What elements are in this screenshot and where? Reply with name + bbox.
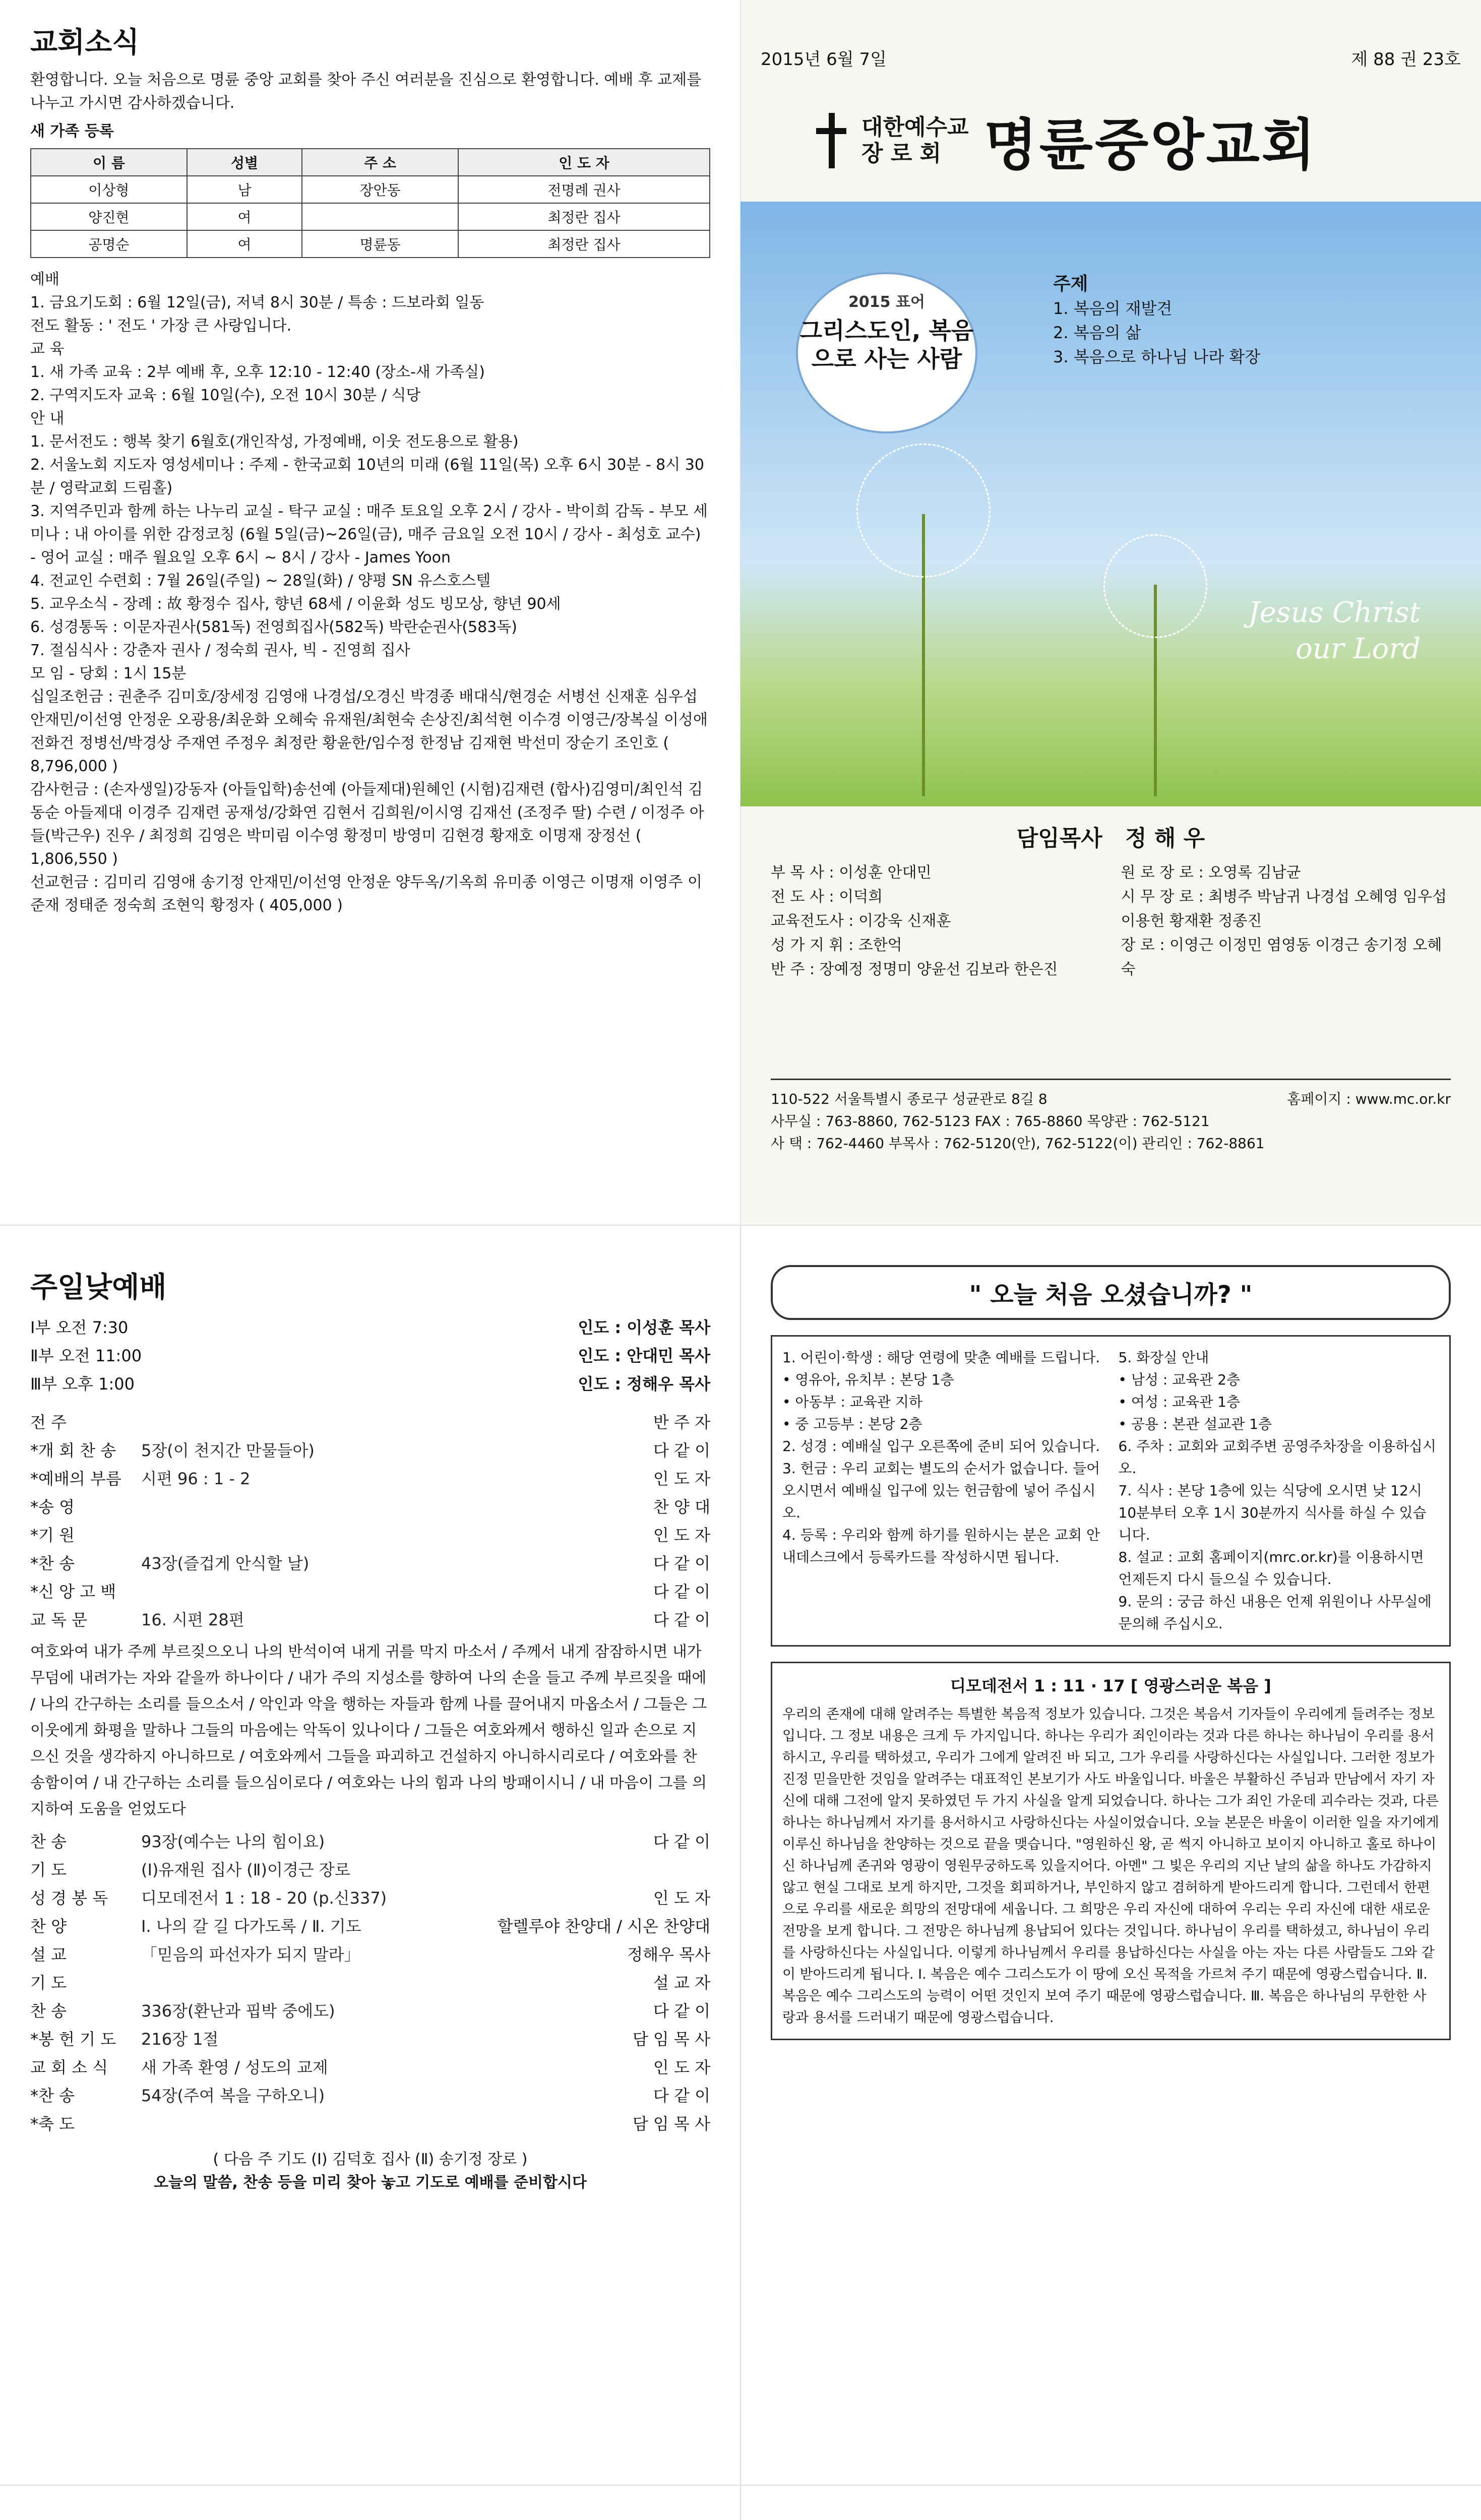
visitor-guide-item: 5. 화장실 안내 <box>1118 1349 1209 1366</box>
newcomer-row-cell: 남 <box>187 176 302 203</box>
next-week-prayer: ( 다음 주 기도 (Ⅰ) 김덕호 집사 (Ⅱ) 송기정 장로 ) <box>213 2151 528 2168</box>
jesus-line-1: Jesus Christ <box>1248 596 1421 629</box>
news-items <box>30 268 710 917</box>
service-leader: 인도 : 이성훈 목사 <box>578 1318 710 1337</box>
newcomer-row-cell: 명륜동 <box>302 230 458 258</box>
order-item: 기 도 <box>30 1973 67 1992</box>
newcomer-row-cell <box>302 203 458 230</box>
visitor-guide-item: 7. 식사 : 본당 1층에 있는 식당에 오시면 낮 12시 10분부터 오후 1시 30분까지 식사를 하실 수 있습니다. <box>1118 1482 1427 1543</box>
closing-line: 오늘의 말씀, 찬송 등을 미리 찾아 놓고 기도로 예배를 준비합시다 <box>154 2174 587 2191</box>
staff-list <box>771 827 1451 982</box>
order-detail: Ⅰ. 나의 갈 길 다가도록 / Ⅱ. 기도 <box>141 1917 361 1936</box>
news-item: 안 내 <box>30 410 65 427</box>
order-detail <box>131 1969 620 1997</box>
service-order <box>30 1408 710 1634</box>
service-order-2 <box>30 1828 710 2138</box>
visitor-guide <box>771 1335 1451 1647</box>
order-person <box>620 1856 710 1884</box>
sermon-reference: 디모데전서 1 : 11 · 17 [ 영광스러운 복음 ] <box>950 1676 1271 1695</box>
staff-line: 장 로 : 이영근 이정민 염영동 이경근 송기정 오혜숙 <box>1121 936 1442 978</box>
year-theme-label: 2015 표어 <box>848 293 925 311</box>
order-detail: 5장(이 천지간 만물들아) <box>141 1441 315 1460</box>
order-person: 다 같 이 <box>653 2086 710 2105</box>
order-person: 다 같 이 <box>653 1582 710 1601</box>
service-time: Ⅰ부 오전 7:30 <box>30 1318 129 1337</box>
staff-line: 원 로 장 로 : 오영록 김남균 <box>1121 864 1301 881</box>
order-item: *신 앙 고 백 <box>30 1582 116 1601</box>
news-item: 5. 교우소식 - 장례 : 故 황정수 집사, 향년 68세 / 이윤화 성도 빙모상, 향년 90세 <box>30 595 561 613</box>
service-time-row <box>30 1342 710 1370</box>
order-row <box>30 2025 710 2053</box>
news-item: 2. 구역지도자 교육 : 6월 10일(수), 오전 10시 30분 / 식당 <box>30 387 421 404</box>
senior-pastor <box>771 827 1451 851</box>
order-detail: (Ⅰ)유재원 집사 (Ⅱ)이경근 장로 <box>141 1860 350 1879</box>
cover-panel <box>741 0 1481 1225</box>
order-item: *찬 송 <box>30 1554 75 1573</box>
visitor-guide-right <box>1119 1347 1440 1635</box>
visitor-guide-item: • 여성 : 교육관 1층 <box>1118 1394 1241 1410</box>
welcome-intro: 환영합니다. 오늘 처음으로 명륜 중앙 교회를 찾아 주신 여러분을 진심으로 환영합니다. 예배 후 교제를 나누고 가시면 감사하겠습니다. <box>30 71 702 112</box>
visitor-guide-item: 1. 어린이·학생 : 해당 연령에 맞춘 예배를 드립니다. <box>782 1349 1100 1366</box>
sunday-service-title: 주일낮예배 <box>30 1271 167 1304</box>
order-item: *송 영 <box>30 1497 75 1517</box>
order-row <box>30 2053 710 2082</box>
order-person: 찬 양 대 <box>653 1497 710 1517</box>
newcomer-label: 새 가족 등록 <box>30 122 114 140</box>
news-item: 전도 활동 : ' 전도 ' 가장 큰 사랑입니다. <box>30 317 292 335</box>
news-item: 십일조헌금 : 권춘주 김미호/장세정 김영애 나경섭/오경신 박경종 배대식/현경순 서병선 신재훈 심우섭 안재민/이선영 안정운 오광용/최운화 오혜숙 유재원/최현숙 손상진/최석현 이수경 이영근/장복실 이성애 전화건 정병선/박경상 주재연 주정우 최정란 황윤한/임수정 한정남 김재현 박선미 장순기 조인호 ( 8,796,000 ) <box>30 688 708 775</box>
order-row <box>30 1549 710 1578</box>
visitor-guide-item: 4. 등록 : 우리와 함께 하기를 원하시는 분은 교회 안내데스크에서 등록카드를 작성하시면 됩니다. <box>782 1527 1100 1565</box>
newcomer-table <box>30 148 710 258</box>
welcome-heading: " 오늘 처음 오셨습니까? " <box>771 1265 1451 1320</box>
order-row <box>30 1408 710 1436</box>
news-item: 교 육 <box>30 340 65 358</box>
newcomer-row <box>31 203 710 230</box>
order-person: 할렐루야 찬양대 / 시온 찬양대 <box>497 1917 710 1936</box>
church-header <box>816 101 1317 180</box>
order-row <box>30 1578 710 1606</box>
order-detail <box>131 1578 620 1606</box>
newcomer-header: 주 소 <box>302 149 458 176</box>
newcomer-header: 이 름 <box>31 149 187 176</box>
order-detail: 16. 시편 28편 <box>141 1610 244 1629</box>
order-person: 정해우 목사 <box>627 1945 710 1964</box>
newcomer-row-cell: 장안동 <box>302 176 458 203</box>
denomination-line-1: 대한예수교 <box>861 114 969 140</box>
order-detail: 「믿음의 파선자가 되지 말라」 <box>141 1945 360 1964</box>
order-row <box>30 1969 710 1997</box>
news-item: 1. 금요기도회 : 6월 12일(금), 저녁 8시 30분 / 특송 : 드보라회 일동 <box>30 294 484 311</box>
order-item: *봉 헌 기 도 <box>30 2030 116 2049</box>
order-item: *예배의 부름 <box>30 1469 121 1488</box>
order-item: 전 주 <box>30 1413 67 1432</box>
newcomer-row <box>31 230 710 258</box>
order-detail: 93장(예수는 나의 힘이요) <box>141 1832 325 1851</box>
news-item: 6. 성경통독 : 이문자권사(581독) 전영희집사(582독) 박란순권사(583독) <box>30 618 517 636</box>
newcomer-row-cell: 여 <box>187 230 302 258</box>
order-detail <box>131 1493 620 1521</box>
sermon-summary <box>771 1662 1451 2040</box>
order-row <box>30 1940 710 1969</box>
news-item: 4. 전교인 수련회 : 7월 26일(주일) ~ 28일(화) / 양평 SN 유스호스텔 <box>30 572 491 590</box>
newcomer-row-cell: 여 <box>187 203 302 230</box>
dandelion-icon <box>856 444 991 578</box>
news-item: 선교헌금 : 김미리 김영애 송기정 안재민/이선영 안정운 양두옥/기옥희 유미종 이영근 이명재 이영주 이준재 정태준 정숙희 조현익 황정자 ( 405,000 ) <box>30 873 702 914</box>
visitor-guide-item: • 아동부 : 교육관 지하 <box>782 1394 922 1410</box>
order-item: 성 경 봉 독 <box>30 1888 108 1908</box>
order-person: 다 같 이 <box>653 1441 710 1460</box>
order-person: 다 같 이 <box>653 1832 710 1851</box>
visitor-guide-item: • 영유아, 유치부 : 본당 1층 <box>782 1371 954 1388</box>
subject-block <box>1053 272 1260 369</box>
order-detail <box>131 2110 620 2138</box>
newcomer-header: 성별 <box>187 149 302 176</box>
staff-line: 반 주 : 장예정 정명미 양윤선 김보라 한은진 <box>771 961 1058 978</box>
visitor-guide-item: 6. 주차 : 교회와 교회주변 공영주차장을 이용하십시오. <box>1118 1438 1437 1477</box>
order-detail: 시편 96 : 1 - 2 <box>141 1469 251 1488</box>
order-row <box>30 2082 710 2110</box>
afternoon-service-panel <box>0 2485 741 2520</box>
visitor-guide-item: 9. 문의 : 궁금 하신 내용은 언제 위원이나 사무실에 문의해 주십시오. <box>1118 1593 1432 1632</box>
visitor-guide-left <box>782 1347 1103 1635</box>
service-times <box>30 1313 710 1398</box>
order-detail: 216장 1절 <box>141 2030 219 2049</box>
order-row <box>30 1912 710 1940</box>
homepage: 홈페이지 : www.mc.or.kr <box>1287 1091 1451 1107</box>
order-person: 설 교 자 <box>653 1973 710 1992</box>
newcomer-row-cell: 양진현 <box>31 203 187 230</box>
pastor-name: 정 해 우 <box>1125 826 1205 851</box>
newcomer-row-cell: 최정란 집사 <box>458 203 710 230</box>
issue-date: 2015년 6월 7일 <box>761 49 887 70</box>
newcomer-row-cell: 공명순 <box>31 230 187 258</box>
order-row <box>30 1606 710 1634</box>
staff-right <box>1121 861 1451 982</box>
order-person: 다 같 이 <box>653 1610 710 1629</box>
order-person: 인 도 자 <box>653 1526 710 1545</box>
order-detail <box>131 1408 620 1436</box>
sermon-body: 우리의 존재에 대해 알려주는 특별한 복음적 정보가 있습니다. 그것은 복음서 기자들이 우리에게 들려주는 정보입니다. 그 정보 내용은 크게 두 가지입니다. 하나는 우리가 죄인이라는 것과 다른 하나는 하나님이 우리를 용서하시고, 우리를 택하셨고, 우리가 그에게 알려진 바 되고, 그가 우리를 사랑하신다는 사실입니다. 그러한 정보가 진정 믿을만한 것임을 알려주는 대표적인 본보기가 사도 바울입니다. 바울은 부활하신 주님과 만남에서 자기 자신에 대해 그전에 알지 못하였던 두 가지 사실을 알게 되었습니다. 하나는 그가 죄인 가운데 괴수라는 것과, 다른 하나는 하나님께서 자기를 용서하시고 사랑하신다는 사실이었습니다. 오늘 본문은 바울이 이러한 일을 자기에게 이루신 하나님을 찬양하는 것으로 끝을 맺습니다. "영원하신 왕, 곧 썩지 아니하고 보이지 아니하고 홀로 하나이신 하나님께 존귀와 영광이 영원무궁하도록 있을지어다. 아멘" 그 빛은 우리의 지난 날의 삶을 하나도 가감하지 않고 현실 그대로 보게 하지만, 그것을 회피하거나, 부인하지 않고 겸허하게 받아드리게 합니다. 그런데서 한편으로 우리를 새로운 희망의 전망대에 세웁니다. 그 희망은 우리 자신에 대하여 우리는 우리 자신에 대한 새로운 전망을 보게 합니다. 그 전망은 하나님께 용납되어 있다는 것입니다. 하나님이 우리를 택하셨고, 하나님이 우리를 사랑하신다는 사실입니다. 이렇게 하나님께서 우리를 용납하신다는 사실을 아는 자는 다른 사람들도 그와 같이 받아드리게 됩니다. Ⅰ. 복음은 예수 그리스도가 이 땅에 오신 목적을 가르쳐 주기 때문에 영광스럽습니다. Ⅱ. 복음은 예수 그리스도의 능력이 어떤 것인지 보여 주기 때문에 영광스럽습니다. Ⅲ. 복음은 하나님의 무한한 사랑과 용서를 드러내기 때문에 영광스럽습니다. <box>782 1707 1439 2026</box>
staff-line: 시 무 장 로 : 최병주 박남귀 나경섭 오혜영 임우섭 이용헌 황재환 정종진 <box>1121 888 1447 930</box>
cross-icon <box>816 113 846 168</box>
newcomer-row-cell: 이상형 <box>31 176 187 203</box>
order-row <box>30 1884 710 1912</box>
order-row <box>30 1856 710 1884</box>
order-person: 다 같 이 <box>653 2001 710 2021</box>
staff-line: 전 도 사 : 이덕희 <box>771 888 883 906</box>
staff-line: 교육전도사 : 이강욱 신재훈 <box>771 912 951 930</box>
visitor-guide-item: 3. 헌금 : 우리 교회는 별도의 순서가 없습니다. 들어 오시면서 예배실 입구에 있는 헌금함에 넣어 주십시오. <box>782 1460 1100 1521</box>
calendar-panel <box>741 2485 1481 2520</box>
order-detail: 54장(주여 복을 구하오니) <box>141 2086 325 2105</box>
news-item: 감사헌금 : (손자생일)강동자 (아들입학)송선예 (아들제대)원혜인 (시험)김재련 (합사)김영미/최인석 김동순 아들제대 이경주 김재련 공재성/강화연 김현서 김희원/이시영 김재선 (조정주 딸) 수련 / 이정주 아들(박근우) 진우 / 최정희 김영은 박미림 이수영 황정미 방영미 김현경 황재호 이명재 장정선 ( 1,806,550 ) <box>30 781 704 868</box>
order-row <box>30 1521 710 1549</box>
newcomer-row-cell: 최정란 집사 <box>458 230 710 258</box>
church-news-panel <box>0 0 741 1225</box>
service-time: Ⅲ부 오후 1:00 <box>30 1374 135 1394</box>
order-person: 다 같 이 <box>653 1554 710 1573</box>
cover-illustration <box>741 202 1481 806</box>
issue-number: 제 88 권 23호 <box>1351 49 1461 70</box>
order-row <box>30 2110 710 2138</box>
news-item: 1. 새 가족 교육 : 2부 예배 후, 오후 12:10 - 12:40 (장소-새 가족실) <box>30 363 485 381</box>
year-theme-bubble <box>796 272 977 433</box>
order-person: 인 도 자 <box>653 1888 710 1908</box>
order-detail <box>131 1521 620 1549</box>
visitor-guide-item: • 공용 : 본관 설교관 1층 <box>1118 1416 1272 1432</box>
church-name: 명륜중앙교회 <box>983 113 1318 177</box>
denomination-line-2: 장 로 회 <box>861 141 942 166</box>
news-item: 1. 문서전도 : 행복 찾기 6월호(개인작성, 가정예배, 이웃 전도용으로 활용) <box>30 433 519 451</box>
jesus-christ-lettering <box>1248 595 1421 667</box>
order-item: 찬 송 <box>30 2001 67 2021</box>
year-theme: 그리스도인, 복음으로 사는 사람 <box>799 317 974 372</box>
pastor-label: 담임목사 <box>1016 826 1102 851</box>
subject-item: 3. 복음으로 하나님 나라 확장 <box>1053 347 1261 366</box>
service-time-row <box>30 1370 710 1398</box>
order-person: 담 임 목 사 <box>632 2114 710 2133</box>
order-detail: 디모데전서 1 : 18 - 20 (p.신337) <box>141 1888 387 1908</box>
subject-item: 2. 복음의 삶 <box>1053 323 1141 342</box>
newcomer-row-cell: 전명례 권사 <box>458 176 710 203</box>
staff-line: 성 가 지 휘 : 조한억 <box>771 936 902 954</box>
office-phone: 사무실 : 763-8860, 762-5123 FAX : 765-8860 목양관 : 762-5121 <box>771 1113 1210 1129</box>
order-item: *기 원 <box>30 1526 75 1545</box>
order-item: 설 교 <box>30 1945 67 1964</box>
newcomer-header: 인 도 자 <box>458 149 710 176</box>
welcome-panel <box>741 1225 1481 2485</box>
order-item: *찬 송 <box>30 2086 75 2105</box>
staff-left <box>771 861 1101 982</box>
order-row <box>30 1465 710 1493</box>
order-detail: 새 가족 환영 / 성도의 교제 <box>141 2058 328 2077</box>
order-item: 찬 송 <box>30 1832 67 1851</box>
subject-item: 1. 복음의 재발견 <box>1053 299 1173 318</box>
news-item: 7. 절심식사 : 강춘자 권사 / 정숙희 권사, 빅 - 진영희 집사 <box>30 642 410 659</box>
order-item: 기 도 <box>30 1860 67 1879</box>
dandelion-icon <box>1103 534 1207 638</box>
jesus-line-2: our Lord <box>1295 633 1421 665</box>
order-detail: 336장(환난과 핍박 중에도) <box>141 2001 335 2021</box>
residence-phone: 사 택 : 762-4460 부목사 : 762-5120(안), 762-5122(이) 관리인 : 762-8861 <box>771 1135 1265 1152</box>
order-row <box>30 1828 710 1856</box>
responsive-reading: 여호와여 내가 주께 부르짖으오니 나의 반석이여 내게 귀를 막지 마소서 / 주께서 내게 잠잠하시면 내가 무덤에 내려가는 자와 같을까 하나이다 / 내가 주의 지성소를 향하여 나의 손을 들고 주께 부르짖을 때에 / 나의 간구하는 소리를 들으소서 / 악인과 악을 행하는 자들과 함께 나를 끌어내지 마옵소서 / 그들은 그 이웃에게 화평을 말하나 그들의 마음에는 악독이 있나이다 / 그들은 여호와께서 행하신 일과 손으로 지으신 것을 생각하지 아니하므로 / 여호와께서 그들을 파괴하고 건설하지 아니하시리로다 / 여호와를 찬송함이여 / 내 간구하는 소리를 들으심이로다 / 여호와는 나의 힘과 나의 방패이시니 / 내 마음이 그를 의지하여 도움을 얻었도다 <box>30 1643 707 1818</box>
service-time: Ⅱ부 오전 11:00 <box>30 1346 142 1365</box>
address: 110-522 서울특별시 종로구 성균관로 8길 8 <box>771 1091 1047 1107</box>
subject-label: 주제 <box>1053 274 1088 294</box>
visitor-guide-item: • 중 고등부 : 본당 2층 <box>782 1416 922 1432</box>
news-item: 3. 지역주민과 함께 하는 나누리 교실 - 탁구 교실 : 매주 토요일 오후 2시 / 강사 - 박이희 감독 - 부모 세미나 : 내 아이를 위한 감정코칭 (6월 5일(금)~26일(금), 매주 금요일 오전 10시 / 강사 - 최성호 교수) - 영어 교실 : 매주 월요일 오후 6시 ~ 8시 / 강사 - James Yoon <box>30 502 708 566</box>
order-item: 교 회 소 식 <box>30 2058 108 2077</box>
visitor-guide-item: 8. 설교 : 교회 홈페이지(mrc.or.kr)를 이용하시면 언제든지 다시 들으실 수 있습니다. <box>1118 1549 1424 1588</box>
visitor-guide-item: • 남성 : 교육관 2층 <box>1118 1371 1241 1388</box>
sunday-service-panel <box>0 1225 741 2485</box>
order-row <box>30 1436 710 1465</box>
order-item: 찬 양 <box>30 1917 67 1936</box>
news-item: 모 임 - 당회 : 1시 15분 <box>30 665 187 682</box>
staff-line: 부 목 사 : 이성훈 안대민 <box>771 864 932 881</box>
order-person: 인 도 자 <box>653 1469 710 1488</box>
news-item: 예배 <box>30 271 59 288</box>
order-item: 교 독 문 <box>30 1610 88 1629</box>
contact-block <box>771 1079 1451 1155</box>
order-detail: 43장(즐겁게 안식할 날) <box>141 1554 310 1573</box>
order-row <box>30 1997 710 2025</box>
news-item: 2. 서울노회 지도자 영성세미나 : 주제 - 한국교회 10년의 미래 (6월 11일(목) 오후 6시 30분 - 8시 30분 / 영락교회 드림홀) <box>30 456 704 497</box>
order-row <box>30 1493 710 1521</box>
order-person: 담 임 목 사 <box>632 2030 710 2049</box>
order-item: *개 회 찬 송 <box>30 1441 116 1460</box>
service-time-row <box>30 1313 710 1342</box>
order-person: 인 도 자 <box>653 2058 710 2077</box>
visitor-guide-item: 2. 성경 : 예배실 입구 오른쪽에 준비 되어 있습니다. <box>782 1438 1100 1455</box>
order-item: *축 도 <box>30 2114 75 2133</box>
newcomer-row <box>31 176 710 203</box>
service-leader: 인도 : 안대민 목사 <box>578 1346 710 1365</box>
service-leader: 인도 : 정해우 목사 <box>578 1374 710 1394</box>
order-person: 반 주 자 <box>653 1413 710 1432</box>
church-news-title: 교회소식 <box>30 26 140 59</box>
